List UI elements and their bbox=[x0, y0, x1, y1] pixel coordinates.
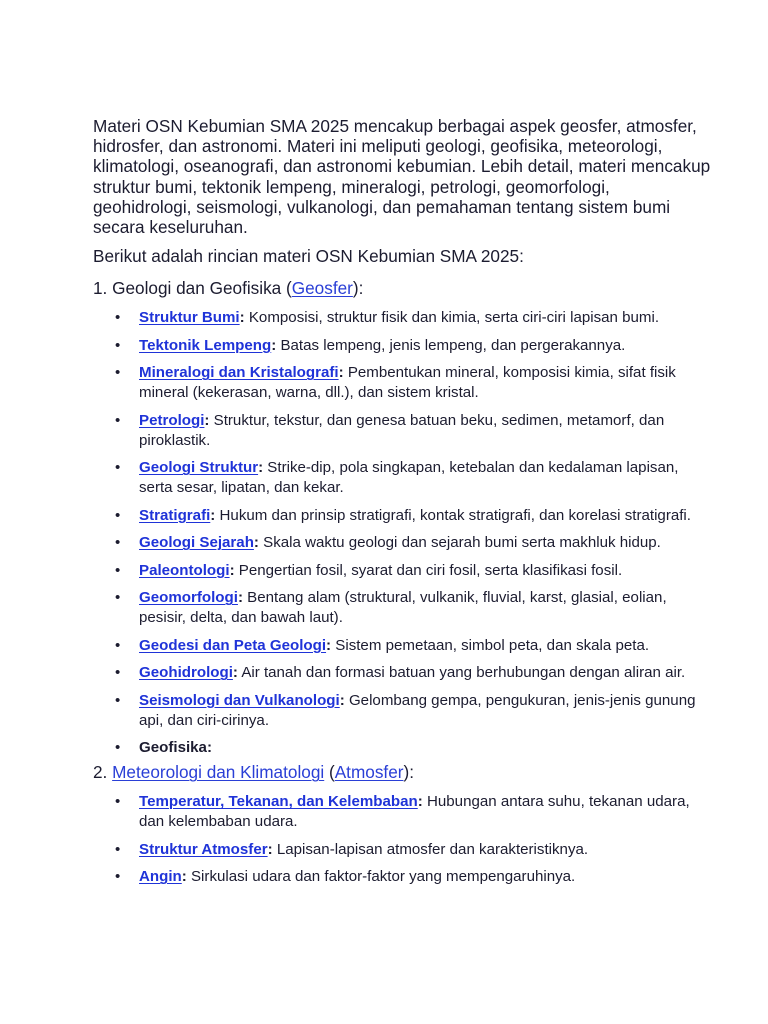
geosfer-link[interactable]: Geosfer bbox=[291, 278, 353, 299]
term-link[interactable]: Geodesi dan Peta Geologi bbox=[139, 636, 327, 654]
geofisika-label: Geofisika: bbox=[139, 739, 212, 757]
bullet-icon: • bbox=[115, 664, 121, 682]
term-description: Skala waktu geologi dan sejarah bumi serta makhluk hidup. bbox=[258, 534, 661, 552]
term-description: Struktur, tekstur, dan genesa batuan beku, sedimen, metamorf, dan piroklastik. bbox=[139, 411, 665, 449]
bullet-icon: • bbox=[115, 739, 121, 757]
list-item bbox=[93, 588, 713, 628]
term-description: Batas lempeng, jenis lempeng, dan pergerakannya. bbox=[276, 336, 626, 354]
term-link[interactable]: Geologi Struktur bbox=[139, 459, 259, 477]
bullet-icon: • bbox=[115, 561, 121, 579]
term-link[interactable]: Tektonik Lempeng bbox=[139, 336, 272, 354]
section-1-list bbox=[93, 308, 713, 758]
term-link[interactable]: Geomorfologi bbox=[139, 589, 238, 607]
term-link[interactable]: Mineralogi dan Kristalografi bbox=[139, 364, 339, 382]
list-item bbox=[93, 738, 713, 758]
bullet-icon: • bbox=[115, 459, 121, 477]
term-colon: : bbox=[258, 459, 264, 477]
term-link[interactable]: Temperatur, Tekanan, dan Kelembaban bbox=[139, 793, 418, 811]
list-item bbox=[93, 411, 713, 451]
term-description: Strike-dip, pola singkapan, ketebalan dan kedalaman lapisan, serta sesar, lipatan, dan kekar. bbox=[139, 459, 679, 497]
term-link[interactable]: Stratigrafi bbox=[139, 506, 211, 524]
section-1-heading: 1. Geologi dan Geofisika (Geosfer): bbox=[93, 278, 364, 299]
term-colon: : bbox=[239, 309, 245, 327]
list-item bbox=[93, 691, 713, 731]
list-item bbox=[93, 506, 713, 526]
term-description: Air tanah dan formasi batuan yang berhubungan dengan aliran air. bbox=[237, 664, 686, 682]
list-item bbox=[93, 840, 713, 860]
term-link[interactable]: Geologi Sejarah bbox=[139, 534, 254, 552]
bullet-icon: • bbox=[115, 309, 121, 327]
intro-paragraph: Materi OSN Kebumian SMA 2025 mencakup berbagai aspek geosfer, atmosfer, hidrosfer, dan astronomi. Materi ini meliputi geologi, geofisika, meteorologi, klimatologi, oseanografi, dan astronomi kebumian. Lebih detail, materi mencakup struktur bumi, tektonik lempeng, mineralogi, petrologi, geomorfologi, geohidrologi, seismologi, vulkanologi, dan pemahaman tentang sistem bumi secara keseluruhan. bbox=[93, 116, 711, 238]
term-link[interactable]: Angin bbox=[139, 868, 182, 886]
term-colon: : bbox=[271, 336, 277, 354]
list-item bbox=[93, 336, 713, 356]
list-item bbox=[93, 867, 713, 887]
intro-lead-sentence: Berikut adalah rincian materi OSN Kebumian SMA 2025: bbox=[93, 246, 524, 267]
term-description: Komposisi, struktur fisik dan kimia, serta ciri-ciri lapisan bumi. bbox=[244, 309, 660, 327]
term-colon: : bbox=[204, 411, 210, 429]
term-link[interactable]: Petrologi bbox=[139, 411, 205, 429]
term-link[interactable]: Geohidrologi bbox=[139, 664, 233, 682]
term-description: Sirkulasi udara dan faktor-faktor yang mempengaruhinya. bbox=[186, 868, 576, 886]
term-colon: : bbox=[267, 840, 273, 858]
term-link[interactable]: Seismologi dan Vulkanologi bbox=[139, 691, 340, 709]
list-item bbox=[93, 363, 713, 403]
bullet-icon: • bbox=[115, 868, 121, 886]
term-description: Pengertian fosil, syarat dan ciri fosil, serta klasifikasi fosil. bbox=[234, 561, 623, 579]
list-item bbox=[93, 792, 713, 832]
document-body bbox=[93, 116, 713, 895]
term-description: Hukum dan prinsip stratigrafi, kontak stratigrafi, dan korelasi stratigrafi. bbox=[215, 506, 691, 524]
term-description: Lapisan-lapisan atmosfer dan karakteristiknya. bbox=[272, 840, 589, 858]
bullet-icon: • bbox=[115, 336, 121, 354]
bullet-icon: • bbox=[115, 840, 121, 858]
term-link[interactable]: Struktur Atmosfer bbox=[139, 840, 268, 858]
term-description: Hubungan antara suhu, tekanan udara, dan kelembaban udara. bbox=[139, 793, 690, 831]
bullet-icon: • bbox=[115, 589, 121, 607]
term-colon: : bbox=[229, 561, 235, 579]
bullet-icon: • bbox=[115, 636, 121, 654]
term-colon: : bbox=[181, 868, 187, 886]
term-colon: : bbox=[338, 364, 344, 382]
term-link[interactable]: Paleontologi bbox=[139, 561, 230, 579]
list-item bbox=[93, 533, 713, 553]
list-item bbox=[93, 663, 713, 683]
meteorologi-klimatologi-link[interactable]: Meteorologi dan Klimatologi bbox=[112, 762, 325, 783]
term-colon: : bbox=[417, 793, 423, 811]
bullet-icon: • bbox=[115, 411, 121, 429]
section-2-heading: 2. Meteorologi dan Klimatologi (Atmosfer): bbox=[93, 762, 414, 783]
atmosfer-link[interactable]: Atmosfer bbox=[334, 762, 404, 783]
bullet-icon: • bbox=[115, 534, 121, 552]
bullet-icon: • bbox=[115, 691, 121, 709]
term-colon: : bbox=[210, 506, 216, 524]
bullet-icon: • bbox=[115, 364, 121, 382]
term-description: Sistem pemetaan, simbol peta, dan skala peta. bbox=[331, 636, 650, 654]
term-link[interactable]: Struktur Bumi bbox=[139, 309, 240, 327]
term-colon: : bbox=[339, 691, 345, 709]
list-item bbox=[93, 458, 713, 498]
term-colon: : bbox=[326, 636, 332, 654]
list-item bbox=[93, 636, 713, 656]
term-colon: : bbox=[232, 664, 238, 682]
term-colon: : bbox=[253, 534, 259, 552]
list-item bbox=[93, 561, 713, 581]
term-description: Bentang alam (struktural, vulkanik, fluvial, karst, glasial, eolian, pesisir, delta, dan bawah laut). bbox=[139, 589, 667, 627]
term-description: Pembentukan mineral, komposisi kimia, sifat fisik mineral (kekerasan, warna, dll.), dan sistem kristal. bbox=[139, 364, 676, 402]
term-description: Gelombang gempa, pengukuran, jenis-jenis gunung api, dan ciri-cirinya. bbox=[139, 691, 696, 729]
bullet-icon: • bbox=[115, 506, 121, 524]
term-colon: : bbox=[237, 589, 243, 607]
section-2-list bbox=[93, 792, 713, 887]
bullet-icon: • bbox=[115, 793, 121, 811]
list-item bbox=[93, 308, 713, 328]
